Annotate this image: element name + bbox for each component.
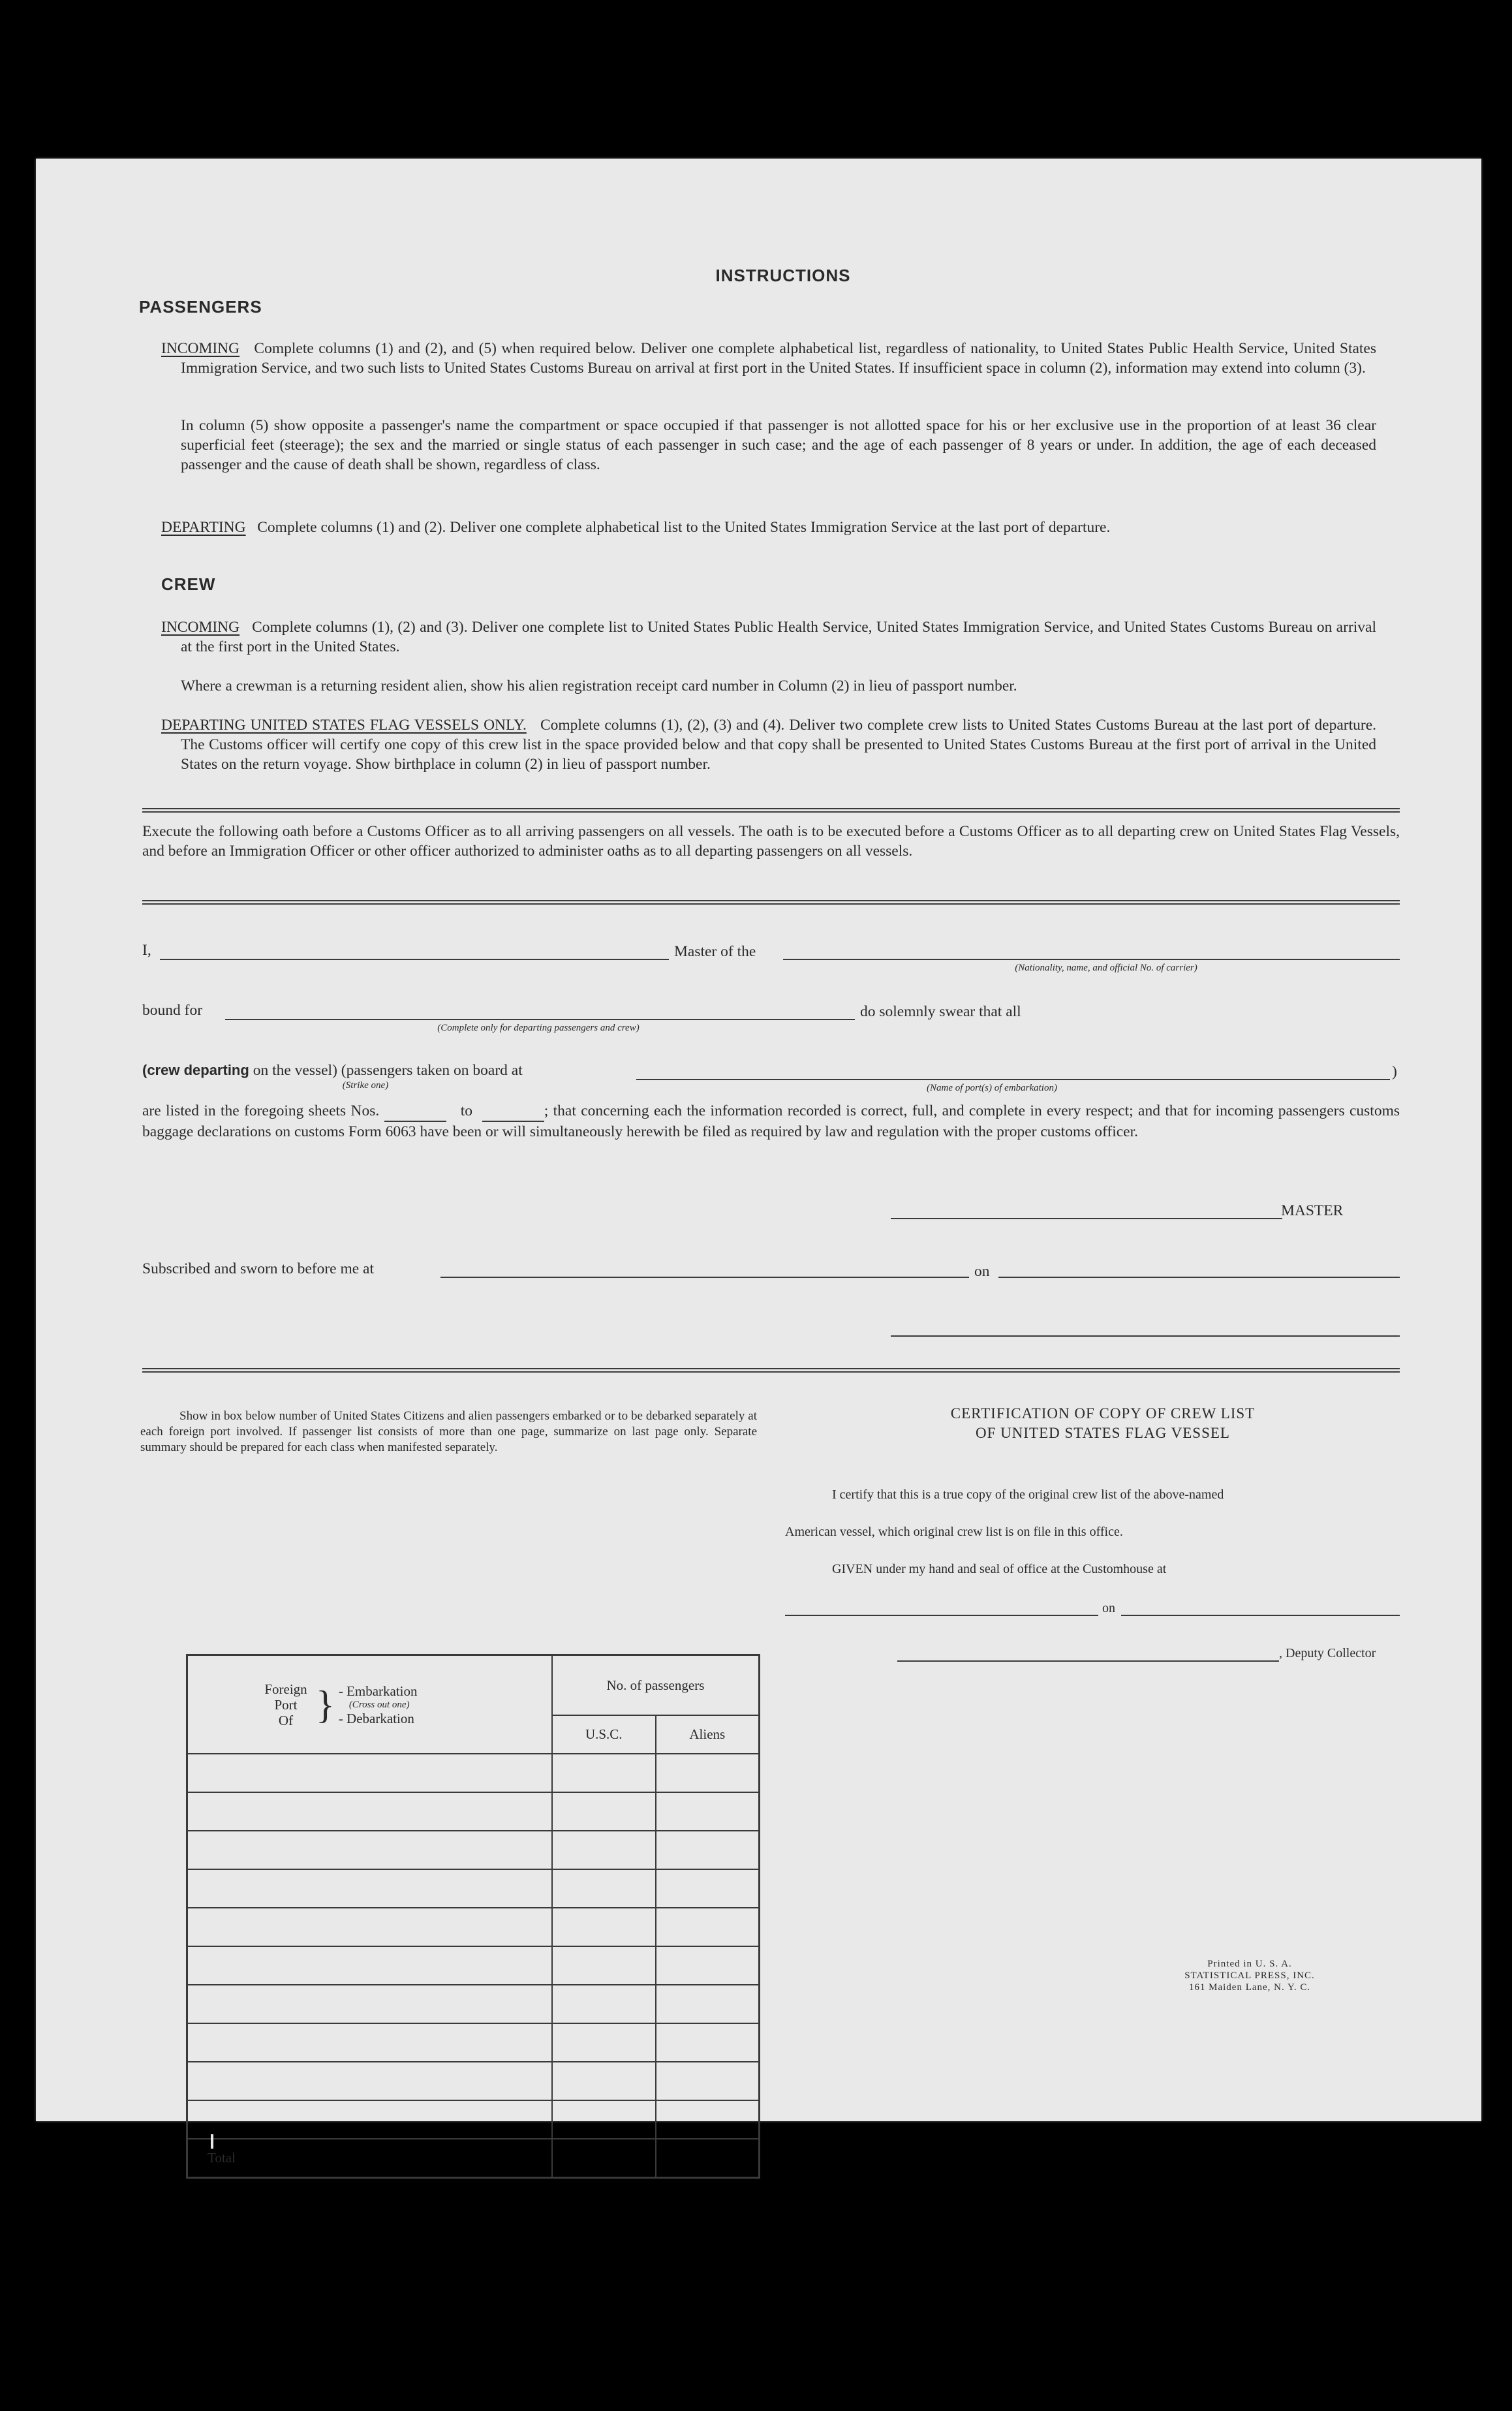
certification-title: [809, 1404, 1396, 1443]
certification-title-line1: CERTIFICATION OF COPY OF CREW LIST: [950, 1405, 1256, 1422]
table-row: [187, 1754, 760, 1792]
printer-imprint: [1106, 1958, 1393, 1993]
close-paren: ): [1392, 1063, 1397, 1080]
crew-option[interactable]: (crew departing: [142, 1062, 249, 1078]
debarkation-option[interactable]: - Debarkation: [338, 1710, 414, 1726]
passengers-column5-paragraph: In column (5) show opposite a passenger's name the compartment or space occupied if that passenger is not allotted space for his or her exclusive use in the proportion of at least 36 clear superficial feet (steerage); the sex and the married or single status of each passenger in such case; and the age of each passenger of 8 years or under. In addition, the age of each deceased passenger and the cause of death shall be shown, regardless of class.: [181, 417, 1376, 473]
of-label: Of: [278, 1712, 294, 1728]
usc-column-header: U.S.C.: [552, 1715, 656, 1754]
port-cell[interactable]: [187, 2023, 552, 2062]
sworn-date-field[interactable]: [998, 1277, 1400, 1278]
aliens-cell[interactable]: [656, 2062, 760, 2100]
aliens-cell[interactable]: [656, 1946, 760, 1985]
embarkation-option[interactable]: - Embarkation: [338, 1683, 418, 1699]
aliens-cell[interactable]: [656, 1985, 760, 2023]
swear-label: do solemnly swear that all: [860, 1003, 1021, 1020]
carrier-field[interactable]: [783, 959, 1400, 960]
passengers-departing-paragraph: [161, 518, 1376, 537]
certification-on-label: on: [1102, 1601, 1115, 1615]
aliens-cell[interactable]: [656, 1831, 760, 1869]
bound-for-field[interactable]: [225, 1019, 855, 1020]
cross-out-caption: (Cross out one): [348, 1699, 410, 1710]
certify-line2: American vessel, which original crew list is on file in this office.: [785, 1525, 1123, 1539]
table-row: [187, 1869, 760, 1908]
table-row: [187, 2023, 760, 2062]
aliens-cell[interactable]: [656, 1908, 760, 1946]
passengers-option[interactable]: (passengers taken on board at: [341, 1062, 523, 1079]
carrier-caption: (Nationality, name, and official No. of carrier): [1015, 963, 1197, 973]
foreign-port-header: [187, 1655, 552, 1754]
table-row: [187, 1792, 760, 1831]
port-cell[interactable]: [187, 1908, 552, 1946]
table-row: [187, 1908, 760, 1946]
usc-cell[interactable]: [552, 2100, 656, 2139]
passengers-incoming-label: INCOMING: [161, 340, 240, 357]
passengers-incoming-paragraph: [161, 339, 1376, 378]
deputy-collector-label: , Deputy Collector: [1279, 1646, 1376, 1660]
to-label: to: [460, 1102, 472, 1119]
scan-speck: [1428, 215, 1430, 221]
usc-cell[interactable]: [552, 1946, 656, 1985]
scan-speck: [65, 243, 68, 247]
crew-departing-label: DEPARTING UNITED STATES FLAG VESSELS ONLY.: [161, 717, 527, 734]
port-cell[interactable]: [187, 1869, 552, 1908]
usc-cell[interactable]: [552, 2023, 656, 2062]
usc-total-cell[interactable]: [552, 2139, 656, 2178]
total-label: Total: [187, 2139, 552, 2178]
crew-incoming-text: Complete columns (1), (2) and (3). Deliver one complete list to United States Public Health Service, United States Immigration Service, and United States Customs Bureau on arrival at the first port in the United States.: [181, 619, 1377, 655]
oath-i-label: I,: [142, 942, 151, 959]
subscribed-label: Subscribed and sworn to before me at: [142, 1260, 375, 1277]
certify-line1: I certify that this is a true copy of the original crew list of the above-named: [832, 1487, 1224, 1502]
embarkation-ports-field[interactable]: [636, 1079, 1390, 1080]
port-cell[interactable]: [187, 1792, 552, 1831]
divider: [142, 900, 1400, 905]
certification-title-line2: OF UNITED STATES FLAG VESSEL: [976, 1425, 1230, 1441]
master-signature-field[interactable]: [891, 1218, 1282, 1219]
port-cell[interactable]: [187, 1946, 552, 1985]
sworn-on-label: on: [974, 1263, 990, 1280]
aliens-cell[interactable]: [656, 1869, 760, 1908]
aliens-cell[interactable]: [656, 1792, 760, 1831]
passengers-heading: PASSENGERS: [139, 297, 262, 317]
crew-departing-paragraph: [161, 715, 1376, 774]
vessel-option: on the vessel): [253, 1062, 337, 1079]
customhouse-field[interactable]: [785, 1615, 1098, 1616]
aliens-cell[interactable]: [656, 2100, 760, 2139]
passenger-summary-table: [186, 1654, 760, 2179]
total-row: [187, 2139, 760, 2178]
crew-departing-text: Complete columns (1), (2), (3) and (4). Deliver two complete crew lists to United States Customs Bureau at the last port of departure. The Customs officer will certify one copy of this crew list in the space provided below and that copy shall be presented to United States Customs Bureau at the first port of arrival in the United States on the return voyage. Show birthplace in column (2) in lieu of passport number.: [181, 717, 1376, 773]
divider: [142, 1368, 1400, 1373]
listed-label: are listed in the foregoing sheets Nos.: [142, 1102, 380, 1119]
ports-caption: (Name of port(s) of embarkation): [927, 1083, 1057, 1093]
statement-paragraph: [142, 1101, 1400, 1142]
printer-line3: 161 Maiden Lane, N. Y. C.: [1188, 1982, 1311, 1993]
aliens-total-cell[interactable]: [656, 2139, 760, 2178]
port-cell[interactable]: [187, 1831, 552, 1869]
bound-for-label: bound for: [142, 1002, 203, 1019]
deputy-signature-field[interactable]: [897, 1660, 1279, 1662]
table-row: [187, 1831, 760, 1869]
usc-cell[interactable]: [552, 1831, 656, 1869]
sworn-place-field[interactable]: [440, 1277, 969, 1278]
port-label: Port: [274, 1696, 298, 1713]
form-page: [36, 159, 1481, 2166]
aliens-cell[interactable]: [656, 2023, 760, 2062]
master-name-field[interactable]: [160, 959, 669, 960]
summary-instructions: Show in box below number of United States Citizens and alien passengers embarked or to be debarked separately at each foreign port involved. If passenger list consists of more than one page, summarize on last page only. Separate summary should be prepared for each class when manifested separately.: [140, 1409, 757, 1454]
aliens-cell[interactable]: [656, 1754, 760, 1792]
crew-incoming-label: INCOMING: [161, 619, 240, 636]
statement-text: ; that concerning each the information recorded is correct, full, and complete in every respect; and that for incoming passengers customs baggage declarations on customs Form 6063 have been or will simultaneously herewith be filed as required by law and regulation with the proper customs officer.: [142, 1102, 1400, 1140]
sheet-from-field[interactable]: [384, 1101, 446, 1122]
scan-speck: [211, 2134, 213, 2149]
aliens-column-header: Aliens: [656, 1715, 760, 1754]
crew-heading: CREW: [161, 574, 216, 594]
port-cell[interactable]: [187, 2100, 552, 2139]
crew-option-line: [142, 1061, 523, 1080]
page-title: INSTRUCTIONS: [715, 266, 851, 285]
divider: [142, 808, 1400, 813]
crew-incoming-paragraph: [161, 617, 1376, 657]
port-cell[interactable]: [187, 2062, 552, 2100]
certification-date-field[interactable]: [1121, 1615, 1400, 1616]
usc-cell[interactable]: [552, 1869, 656, 1908]
usc-cell[interactable]: [552, 2062, 656, 2100]
table-row: [187, 2100, 760, 2139]
usc-cell[interactable]: [552, 1908, 656, 1946]
passengers-departing-text: Complete columns (1) and (2). Deliver one complete alphabetical list to the United States Immigration Service at the last port of departure.: [257, 519, 1111, 536]
usc-cell[interactable]: [552, 1792, 656, 1831]
foreign-label: Foreign: [264, 1681, 307, 1697]
crew-returning-paragraph: Where a crewman is a returning resident alien, show his alien registration receipt card number in Column (2) in lieu of passport number.: [181, 677, 1017, 694]
sheet-to-field[interactable]: [482, 1101, 544, 1122]
passengers-incoming-text: Complete columns (1) and (2), and (5) when required below. Deliver one complete alphabetical list, regardless of nationality, to United States Public Health Service, United States Immigration Service, and two such lists to United States Customs Bureau on arrival at first port in the United States. If insufficient space in column (2), information may extend into column (3).: [181, 340, 1377, 377]
strike-caption: (Strike one): [342, 1080, 389, 1091]
printer-line1: Printed in U. S. A.: [1207, 1959, 1292, 1969]
table-row: [187, 1946, 760, 1985]
usc-cell[interactable]: [552, 1754, 656, 1792]
given-line: GIVEN under my hand and seal of office at the Customhouse at: [832, 1562, 1167, 1576]
officer-signature-field[interactable]: [891, 1335, 1400, 1337]
passengers-departing-label: DEPARTING: [161, 519, 246, 536]
oath-intro-paragraph: Execute the following oath before a Customs Officer as to all arriving passengers on all vessels. The oath is to be executed before a Customs Officer as to all departing crew on United States Flag Vessels, and before an Immigration Officer or other officer authorized to administer oaths as to all departing passengers on all vessels.: [142, 823, 1400, 860]
brace-icon: }: [316, 1683, 335, 1726]
master-of-label: Master of the: [674, 943, 756, 960]
usc-cell[interactable]: [552, 1985, 656, 2023]
table-row: [187, 1985, 760, 2023]
table-row: [187, 2062, 760, 2100]
bound-caption: (Complete only for departing passengers and crew): [437, 1023, 640, 1033]
no-of-passengers-header: No. of passengers: [552, 1655, 760, 1716]
printer-line2: STATISTICAL PRESS, INC.: [1184, 1970, 1315, 1981]
port-cell[interactable]: [187, 1985, 552, 2023]
port-cell[interactable]: [187, 1754, 552, 1792]
master-signature-label: MASTER: [1281, 1202, 1344, 1219]
